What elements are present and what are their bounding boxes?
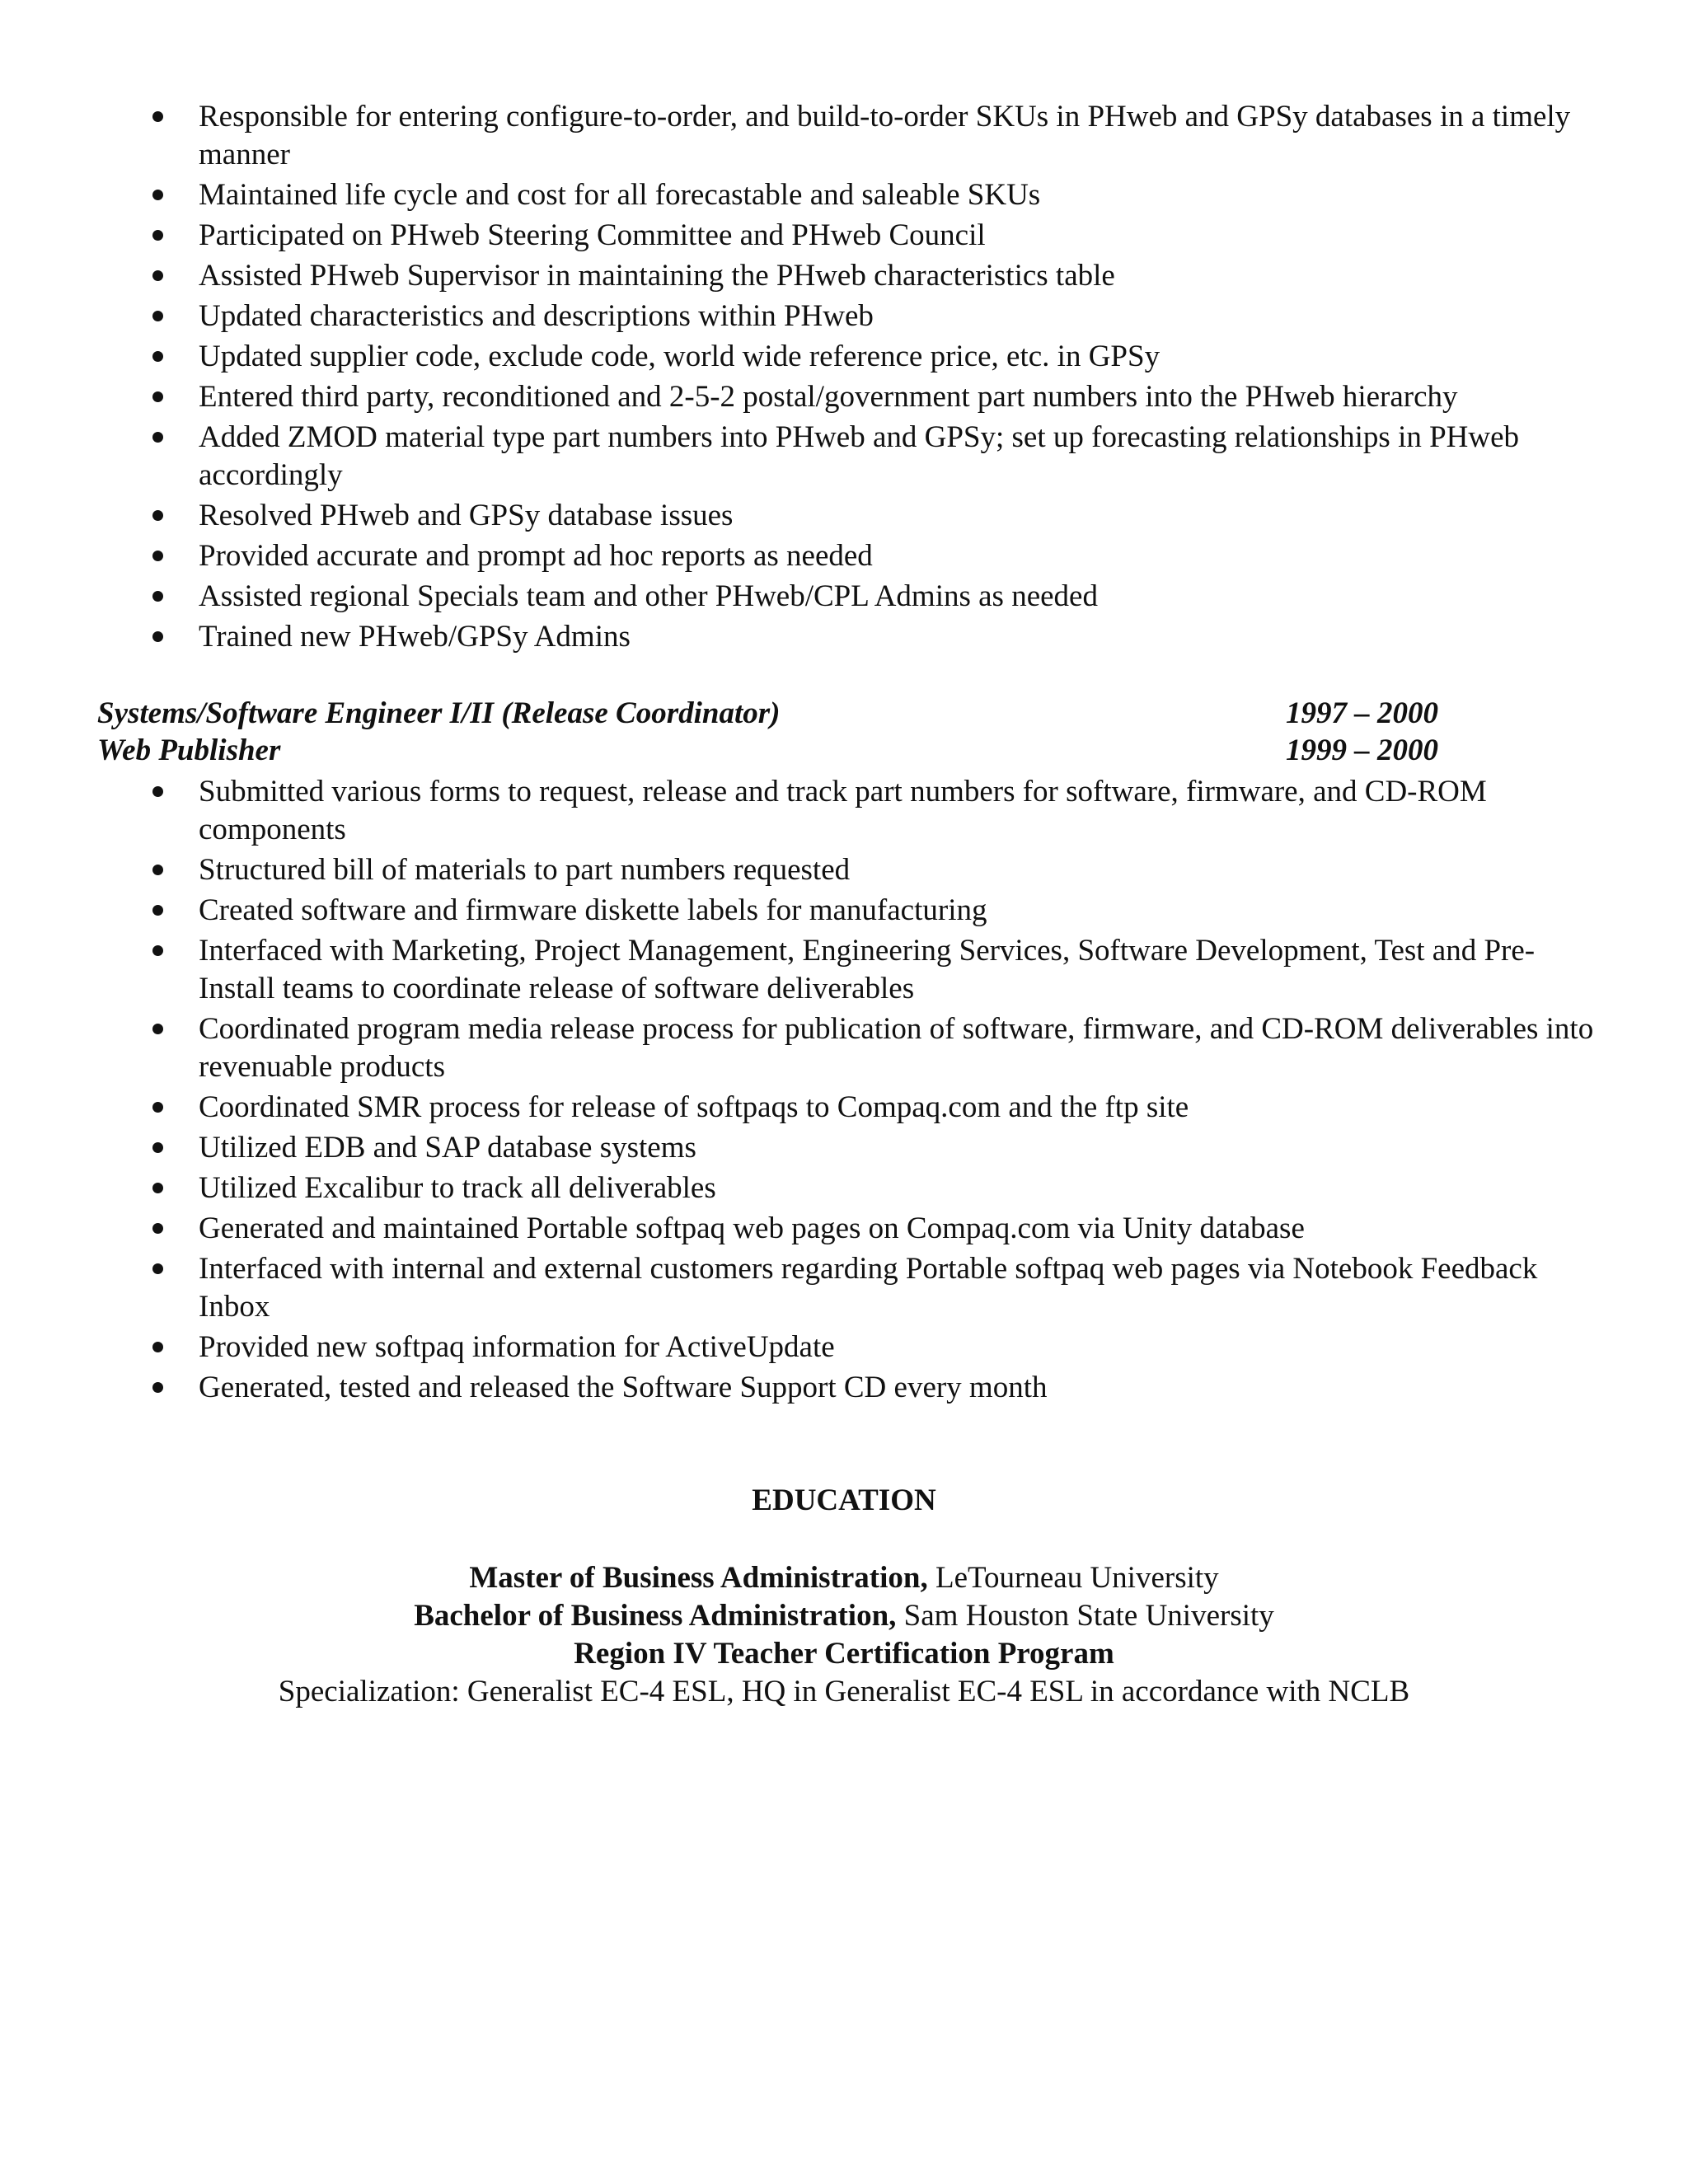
- degree-school: Sam Houston State University: [903, 1599, 1274, 1633]
- list-item: Trained new PHweb/GPSy Admins: [152, 618, 1603, 656]
- bullet-icon: [152, 905, 163, 916]
- degree-mba: [0, 1559, 1688, 1597]
- duties-list-1: [152, 98, 1603, 658]
- bullet-icon: [152, 1183, 163, 1193]
- list-item: Resolved PHweb and GPSy database issues: [152, 497, 1603, 535]
- bullet-icon: [152, 1263, 163, 1274]
- bullet-icon: [152, 510, 163, 521]
- bullet-icon: [152, 786, 163, 797]
- bullet-icon: [152, 1142, 163, 1153]
- list-item: Participated on PHweb Steering Committee and PHweb Council: [152, 217, 1603, 255]
- education-heading: EDUCATION: [752, 1483, 936, 1517]
- bullet-icon: [152, 1024, 163, 1034]
- list-item: Utilized Excalibur to track all deliverables: [152, 1169, 1603, 1207]
- bullet-icon: [152, 190, 163, 200]
- bullet-icon: [152, 1102, 163, 1113]
- list-item: Added ZMOD material type part numbers into PHweb and GPSy; set up forecasting relationships in PHweb accordingly: [152, 419, 1603, 494]
- degree-name: Master of Business Administration,: [469, 1561, 928, 1595]
- job-dates: 1997 – 2000: [1286, 696, 1438, 730]
- bullet-icon: [152, 945, 163, 956]
- job-dates: 1999 – 2000: [1286, 733, 1438, 767]
- list-item: Interfaced with internal and external customers regarding Portable softpaq web pages via Notebook Feedback Inbox: [152, 1250, 1603, 1326]
- list-item: Provided new softpaq information for ActiveUpdate: [152, 1329, 1603, 1366]
- list-item: Provided accurate and prompt ad hoc reports as needed: [152, 537, 1603, 575]
- bullet-icon: [152, 230, 163, 241]
- list-item: Updated supplier code, exclude code, world wide reference price, etc. in GPSy: [152, 338, 1603, 376]
- specialization-line: Specialization: Generalist EC-4 ESL, HQ in Generalist EC-4 ESL in accordance with NCLB: [278, 1675, 1410, 1708]
- list-item: Assisted PHweb Supervisor in maintaining the PHweb characteristics table: [152, 257, 1603, 295]
- list-item: Submitted various forms to request, release and track part numbers for software, firmware, and CD-ROM components: [152, 773, 1603, 849]
- job-heading-web-publisher: [97, 732, 1457, 770]
- list-item: Generated and maintained Portable softpaq web pages on Compaq.com via Unity database: [152, 1210, 1603, 1248]
- bullet-icon: [152, 311, 163, 321]
- bullet-icon: [152, 1342, 163, 1352]
- bullet-icon: [152, 1382, 163, 1393]
- degree-bba: [0, 1597, 1688, 1635]
- degree-name: Bachelor of Business Administration,: [414, 1599, 897, 1633]
- certification-program: Region IV Teacher Certification Program: [574, 1637, 1114, 1671]
- bullet-icon: [152, 270, 163, 281]
- list-item: Interfaced with Marketing, Project Management, Engineering Services, Software Development, Test and Pre-Install teams to coordinate release of software deliverables: [152, 932, 1603, 1008]
- bullet-icon: [152, 631, 163, 642]
- list-item: Created software and firmware diskette labels for manufacturing: [152, 892, 1603, 930]
- bullet-icon: [152, 432, 163, 443]
- bullet-icon: [152, 591, 163, 602]
- list-item: Generated, tested and released the Software Support CD every month: [152, 1369, 1603, 1407]
- job-title: Systems/Software Engineer I/II (Release Coordinator): [97, 696, 781, 730]
- job-title: Web Publisher: [97, 733, 281, 767]
- list-item: Responsible for entering configure-to-order, and build-to-order SKUs in PHweb and GPSy databases in a timely manner: [152, 98, 1603, 174]
- list-item: Updated characteristics and descriptions within PHweb: [152, 298, 1603, 335]
- bullet-icon: [152, 351, 163, 362]
- duties-list-2: [152, 773, 1603, 1409]
- list-item: Structured bill of materials to part numbers requested: [152, 851, 1603, 889]
- list-item: Assisted regional Specials team and other PHweb/CPL Admins as needed: [152, 578, 1603, 616]
- bullet-icon: [152, 865, 163, 875]
- bullet-icon: [152, 551, 163, 561]
- list-item: Entered third party, reconditioned and 2-5-2 postal/government part numbers into the PHweb hierarchy: [152, 378, 1603, 416]
- bullet-icon: [152, 391, 163, 402]
- bullet-icon: [152, 111, 163, 122]
- list-item: Maintained life cycle and cost for all forecastable and saleable SKUs: [152, 176, 1603, 214]
- list-item: Coordinated SMR process for release of softpaqs to Compaq.com and the ftp site: [152, 1089, 1603, 1127]
- bullet-icon: [152, 1223, 163, 1234]
- job-heading-release-coordinator: [97, 695, 1457, 733]
- list-item: Coordinated program media release process for publication of software, firmware, and CD-ROM deliverables into revenuable products: [152, 1010, 1603, 1086]
- degree-school: LeTourneau University: [935, 1561, 1219, 1595]
- list-item: Utilized EDB and SAP database systems: [152, 1129, 1603, 1167]
